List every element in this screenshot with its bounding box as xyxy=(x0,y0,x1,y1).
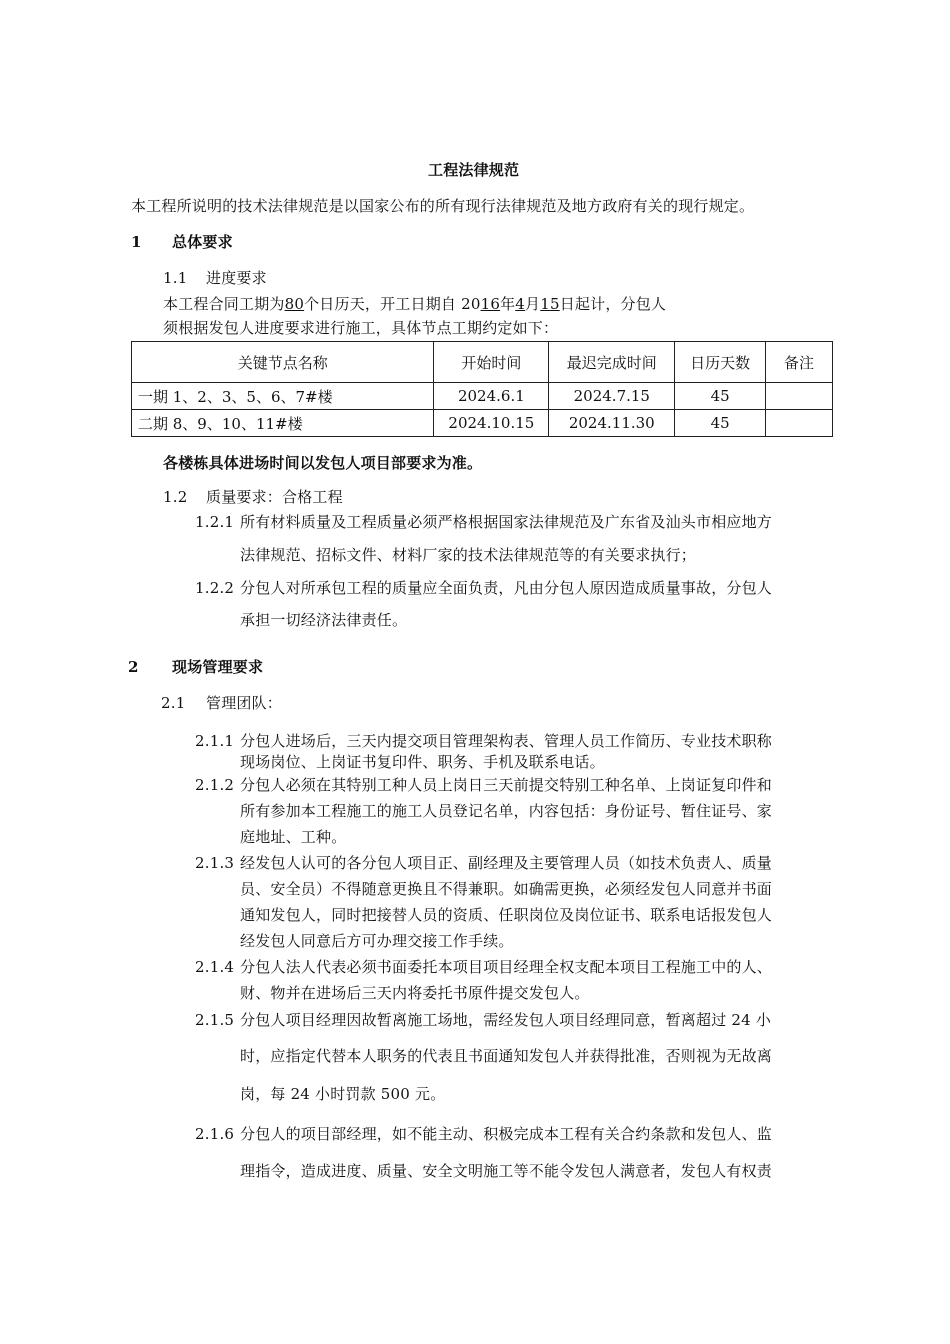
clause-1-2-2-line-2: 承担一切经济法律责任。 xyxy=(240,611,408,629)
cell-remarks xyxy=(766,383,833,410)
clause-1-2-1-line-2: 法律规范、招标文件、材料厂家的技术法律规范等的有关要求执行； xyxy=(240,546,697,564)
clause-2-1-3-line: 经发包人同意后方可办理交接工作手续。 xyxy=(240,932,514,950)
schedule-text-c: 年 xyxy=(500,295,516,313)
start-day-value: 15 xyxy=(540,295,560,313)
clause-2-1-3-line: 员、安全员）不得随意更换且不得兼职。如确需更换，必须经发包人同意并书面 xyxy=(240,880,773,898)
clause-2-1-4-number: 2.1.4 xyxy=(195,958,235,976)
clause-1-2-2-line-1: 分包人对所承包工程的质量应全面负责，凡由分包人原因造成质量事故，分包人 xyxy=(240,579,773,597)
clause-2-1-5-line: 分包人项目经理因故暂离施工场地，需经发包人项目经理同意，暂离超过 24 小 xyxy=(240,1011,772,1029)
section-1-number: 1 xyxy=(131,233,142,251)
clause-2-1-5-line: 岗，每 24 小时罚款 500 元。 xyxy=(240,1085,446,1103)
clause-2-1-2-line: 分包人必须在其特别工种人员上岗日三天前提交特别工种名单、上岗证复印件和 xyxy=(240,776,773,794)
clause-2-1-4-line: 财、物并在进场后三天内将委托书原件提交发包人。 xyxy=(240,984,590,1002)
clause-2-1-1-number: 2.1.1 xyxy=(195,732,235,750)
schedule-text-d: 月 xyxy=(525,295,541,313)
section-2-heading: 现场管理要求 xyxy=(172,658,264,676)
section-1-1-title: 进度要求 xyxy=(206,269,267,287)
table-header-row xyxy=(132,342,833,383)
start-year-value: 16 xyxy=(480,295,501,313)
schedule-text-e: 日起计，分包人 xyxy=(559,295,667,313)
clause-2-1-1-line: 分包人进场后，三天内提交项目管理架构表、管理人员工作简历、专业技术职称 xyxy=(240,732,773,750)
cell-node-name: 二期 8、9、10、11#楼 xyxy=(132,410,434,437)
cell-start-time: 2024.10.15 xyxy=(434,410,549,437)
document-title: 工程法律规范 xyxy=(428,161,520,179)
clause-2-1-4-line: 分包人法人代表必须书面委托本项目项目经理全权支配本项目工程施工中的人、 xyxy=(240,958,773,976)
clause-1-2-2-number: 1.2.2 xyxy=(195,579,235,597)
clause-2-1-6-number: 2.1.6 xyxy=(195,1125,235,1143)
clause-2-1-3-number: 2.1.3 xyxy=(195,854,235,872)
intro-paragraph: 本工程所说明的技术法律规范是以国家公布的所有现行法律规范及地方政府有关的现行规定。 xyxy=(131,197,755,215)
clause-2-1-2-line: 庭地址、工种。 xyxy=(240,828,347,846)
section-2-1-title: 管理团队： xyxy=(206,694,283,712)
section-2-1-number: 2.1 xyxy=(161,694,186,712)
start-month-value: 4 xyxy=(515,295,526,313)
schedule-paragraph-line-2: 须根据发包人进度要求进行施工，具体节点工期约定如下： xyxy=(163,319,559,337)
cell-start-time: 2024.6.1 xyxy=(434,383,549,410)
cell-latest-finish: 2024.7.15 xyxy=(549,383,675,410)
header-remarks: 备注 xyxy=(766,342,833,383)
cell-node-name: 一期 1、2、3、5、6、7#楼 xyxy=(132,383,434,410)
clause-2-1-1-line: 现场岗位、上岗证书复印件、职务、手机及联系电话。 xyxy=(240,753,605,771)
section-1-2-number: 1.2 xyxy=(163,488,188,506)
schedule-paragraph-line-1 xyxy=(163,294,666,314)
entry-time-note: 各楼栋具体进场时间以发包人项目部要求为准。 xyxy=(163,454,483,472)
contract-days-value: 80 xyxy=(284,295,305,313)
section-2-number: 2 xyxy=(128,658,139,676)
clause-2-1-6-line: 理指令，造成进度、质量、安全文明施工等不能令发包人满意者，发包人有权责 xyxy=(240,1162,773,1180)
header-node-name: 关键节点名称 xyxy=(132,342,434,383)
cell-latest-finish: 2024.11.30 xyxy=(549,410,675,437)
clause-1-2-1-number: 1.2.1 xyxy=(195,513,235,531)
clause-2-1-2-line: 所有参加本工程施工的施工人员登记名单，内容包括：身份证号、暂住证号、家 xyxy=(240,802,773,820)
section-1-2-title: 质量要求：合格工程 xyxy=(206,488,343,506)
header-latest-finish: 最迟完成时间 xyxy=(549,342,675,383)
section-1-heading: 总体要求 xyxy=(172,233,233,251)
clause-2-1-5-number: 2.1.5 xyxy=(195,1011,235,1029)
cell-calendar-days: 45 xyxy=(675,410,766,437)
schedule-text-b: 个日历天，开工日期自 20 xyxy=(304,295,481,313)
milestone-table xyxy=(131,341,833,437)
clause-2-1-6-line: 分包人的项目部经理，如不能主动、积极完成本工程有关合约条款和发包人、监 xyxy=(240,1125,773,1143)
table-row xyxy=(132,383,833,410)
clause-1-2-1-line-1: 所有材料质量及工程质量必须严格根据国家法律规范及广东省及汕头市相应地方 xyxy=(240,513,773,531)
header-calendar-days: 日历天数 xyxy=(675,342,766,383)
clause-2-1-3-line: 通知发包人，同时把接替人员的资质、任职岗位及岗位证书、联系电话报发包人 xyxy=(240,906,773,924)
cell-remarks xyxy=(766,410,833,437)
schedule-text-a: 本工程合同工期为 xyxy=(163,295,285,313)
section-1-1-number: 1.1 xyxy=(163,269,188,287)
clause-2-1-3-line: 经发包人认可的各分包人项目正、副经理及主要管理人员（如技术负责人、质量 xyxy=(240,854,773,872)
clause-2-1-2-number: 2.1.2 xyxy=(195,776,235,794)
clause-2-1-5-line: 时，应指定代替本人职务的代表且书面通知发包人并获得批准，否则视为无故离 xyxy=(240,1047,773,1065)
header-start-time: 开始时间 xyxy=(434,342,549,383)
cell-calendar-days: 45 xyxy=(675,383,766,410)
table-row xyxy=(132,410,833,437)
